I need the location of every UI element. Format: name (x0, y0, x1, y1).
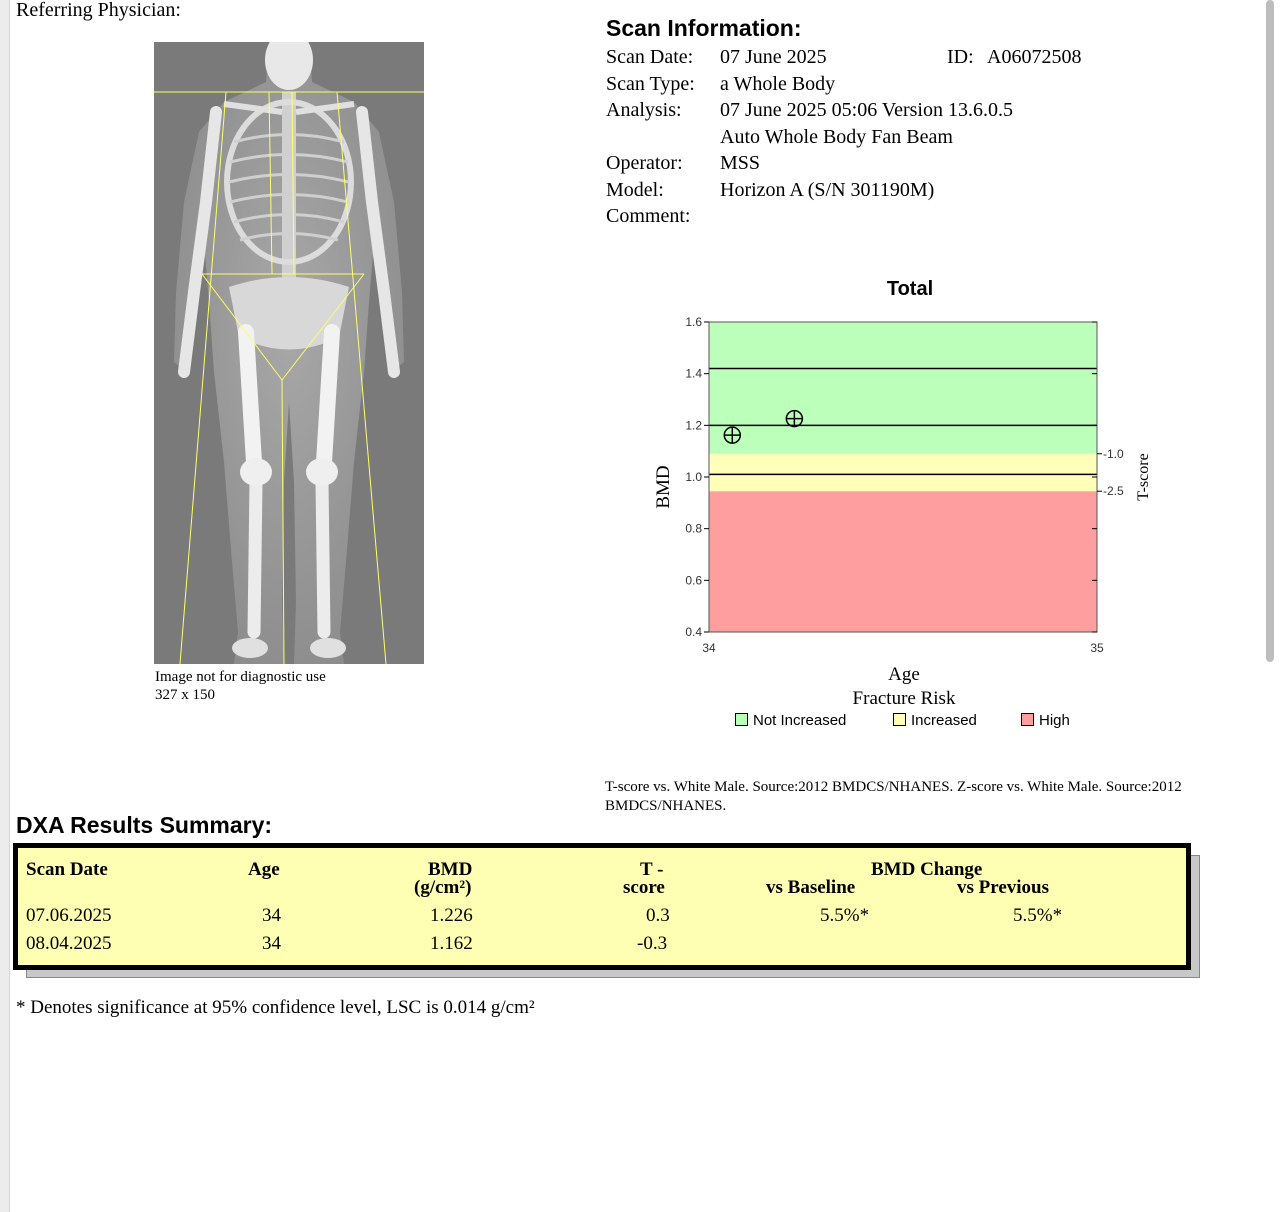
row2-age: 34 (262, 933, 281, 954)
id-label: ID: (947, 46, 974, 68)
legend-swatch-yellow (893, 713, 906, 726)
header-vs-previous: vs Previous (957, 877, 1050, 898)
results-summary-title: DXA Results Summary: (16, 812, 273, 838)
y2-tick-label: -2.5 (1103, 484, 1124, 499)
scan-information (606, 14, 802, 42)
analysis-label: Analysis: (606, 99, 682, 121)
header-age: Age (248, 859, 280, 880)
y-tick-label: 1.0 (685, 470, 702, 484)
header-tscore-top: T - (640, 859, 664, 880)
id-value: A06072508 (987, 46, 1082, 68)
legend-swatch-red (1021, 713, 1034, 726)
legend-increased (893, 712, 977, 729)
operator-value: MSS (720, 152, 761, 174)
row1-tscore: 0.3 (646, 905, 670, 926)
legend-swatch-green (735, 713, 748, 726)
y2-tick-label: -1.0 (1103, 446, 1124, 461)
y-tick-label: 0.4 (685, 625, 702, 639)
row1-age: 34 (262, 905, 281, 926)
x-tick-label: 35 (1090, 641, 1104, 655)
skeleton-drawing (154, 42, 424, 664)
legend-label: High (1039, 712, 1070, 729)
dxa-scan-image (154, 42, 424, 664)
row2-date: 08.04.2025 (26, 933, 112, 954)
analysis-value-2: Auto Whole Body Fan Beam (720, 126, 953, 148)
y2-axis-label: T-score (1135, 453, 1152, 501)
scan-date-value: 07 June 2025 (720, 46, 827, 68)
diagnostic-note: Image not for diagnostic use (155, 669, 326, 685)
model-value: Horizon A (S/N 301190M) (720, 179, 935, 201)
chart-title: Total (886, 278, 934, 300)
legend-label: Not Increased (753, 712, 847, 729)
row2-tscore: -0.3 (637, 933, 668, 954)
y-tick-label: 1.6 (685, 315, 702, 329)
legend-title: Fracture Risk (852, 688, 956, 709)
legend-not-increased (735, 712, 846, 729)
referring-physician-label: Referring Physician: (16, 0, 181, 21)
y-tick-label: 0.8 (685, 521, 702, 536)
page-margin-line (9, 0, 10, 1212)
analysis-value-1: 07 June 2025 05:06 Version 13.6.0.5 (720, 99, 1013, 121)
legend-high (1021, 712, 1070, 729)
header-bmd: BMD (428, 859, 473, 880)
comment-label: Comment: (606, 205, 691, 227)
row2-bmd: 1.162 (430, 933, 473, 954)
image-dimensions: 327 x 150 (155, 687, 215, 703)
row1-vs-previous: 5.5%* (1013, 905, 1063, 926)
y-tick-label: 0.6 (685, 573, 702, 588)
reference-source-note: T-score vs. White Male. Source:2012 BMDCS/NHANES. Z-score vs. White Male. Source:2012 BMDCS/NHANES. (605, 779, 1182, 814)
row1-date: 07.06.2025 (26, 905, 112, 926)
header-tscore-bottom: score (623, 877, 665, 898)
scrollbar[interactable] (1266, 0, 1274, 662)
header-scan-date: Scan Date (26, 859, 108, 880)
scan-date-label: Scan Date: (606, 46, 694, 68)
y-axis-label: BMD (653, 465, 674, 509)
results-summary-table (13, 843, 1191, 970)
page-margin (0, 0, 9, 1212)
header-bmd-unit: (g/cm²) (414, 877, 472, 898)
bmd-age-chart (640, 270, 1200, 740)
zone-increased (709, 454, 1097, 491)
y-tick-label: 1.2 (685, 418, 702, 433)
image-note (155, 668, 326, 704)
scan-type-label: Scan Type: (606, 73, 695, 95)
legend-label: Increased (911, 712, 977, 729)
scan-type-value: a Whole Body (720, 73, 836, 95)
significance-footnote: * Denotes significance at 95% confidence level, LSC is 0.014 g/cm² (16, 997, 535, 1018)
x-axis-label: Age (888, 664, 920, 685)
zone-high (709, 491, 1097, 632)
header-vs-baseline: vs Baseline (766, 877, 856, 898)
scan-info-title: Scan Information: (606, 15, 802, 41)
zone-not-increased (709, 322, 1097, 454)
header-bmd-change: BMD Change (871, 859, 983, 880)
y-tick-label: 1.4 (685, 366, 702, 381)
operator-label: Operator: (606, 152, 683, 174)
model-label: Model: (606, 179, 664, 201)
row1-vs-baseline: 5.5%* (820, 905, 870, 926)
row1-bmd: 1.226 (430, 905, 473, 926)
x-tick-label: 34 (702, 641, 716, 655)
